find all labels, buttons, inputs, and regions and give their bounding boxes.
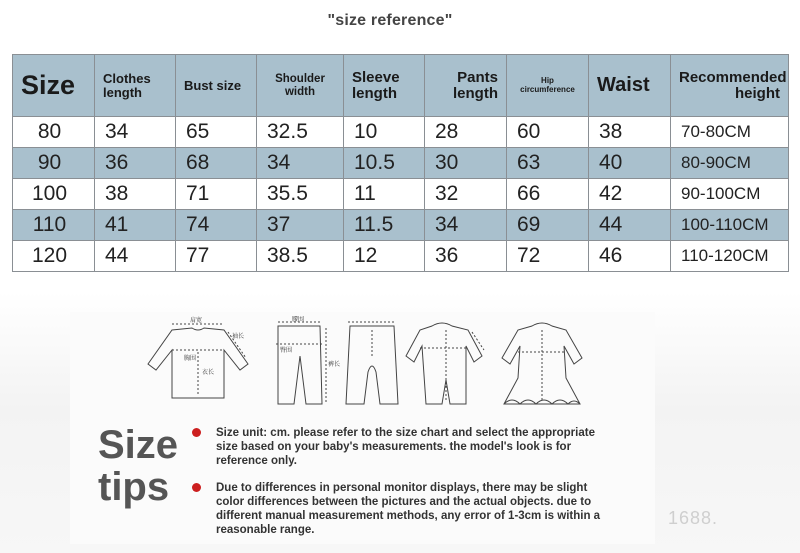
table-row <box>13 241 789 272</box>
page-title: "size reference" <box>327 12 453 29</box>
label-sleeve: 袖长 <box>232 333 245 340</box>
cell-waist: 42 <box>589 179 671 210</box>
garment-measurement-diagram <box>80 316 600 412</box>
label-length: 衣长 <box>202 369 215 376</box>
cell-sleeve: 11.5 <box>344 210 425 241</box>
table-row <box>13 210 789 241</box>
cell-pants: 32 <box>425 179 507 210</box>
table-row <box>13 179 789 210</box>
cell-pants: 30 <box>425 148 507 179</box>
header-shoulder-width: Shoulder width <box>257 55 344 117</box>
header-clothes-length: Clothes length <box>95 55 176 117</box>
header-hip-circumference: Hip circumference <box>507 55 589 117</box>
cell-bust: 65 <box>176 117 257 148</box>
cell-size: 80 <box>13 117 95 148</box>
cell-size: 90 <box>13 148 95 179</box>
cell-size: 100 <box>13 179 95 210</box>
cell-clothes-length: 38 <box>95 179 176 210</box>
header-waist: Waist <box>589 55 671 117</box>
cell-height: 90-100CM <box>671 179 789 210</box>
size-chart-table <box>12 54 789 272</box>
cell-height: 100-110CM <box>671 210 789 241</box>
table-row <box>13 148 789 179</box>
cell-clothes-length: 44 <box>95 241 176 272</box>
tip-text: Due to differences in personal monitor displays, there may be slight color differences between the pictures and the actual objects. due to different manual measurement methods, any error of 1-3cm is within a reasonable range. <box>216 482 601 536</box>
header-pants-length: Pants length <box>425 55 507 117</box>
label-hip: 臀围 <box>280 347 293 354</box>
cell-hip: 69 <box>507 210 589 241</box>
cell-bust: 68 <box>176 148 257 179</box>
cell-waist: 46 <box>589 241 671 272</box>
table-row <box>13 117 789 148</box>
header-size: Size <box>13 55 95 117</box>
label-chest: 胸围 <box>184 355 197 362</box>
cell-height: 110-120CM <box>671 241 789 272</box>
label-waist: 腰围 <box>292 316 305 323</box>
cell-pants: 36 <box>425 241 507 272</box>
cell-shoulder: 38.5 <box>257 241 344 272</box>
header-sleeve-length: Sleeve length <box>344 55 425 117</box>
cell-hip: 63 <box>507 148 589 179</box>
tip-item <box>192 481 612 537</box>
cell-size: 120 <box>13 241 95 272</box>
cell-pants: 28 <box>425 117 507 148</box>
tip-item <box>192 426 612 468</box>
open-pants-diagram <box>346 322 398 404</box>
cell-sleeve: 10.5 <box>344 148 425 179</box>
cell-bust: 77 <box>176 241 257 272</box>
cell-height: 70-80CM <box>671 117 789 148</box>
size-tips-heading-line2: tips <box>98 465 170 509</box>
dress-diagram <box>502 323 582 404</box>
cell-waist: 40 <box>589 148 671 179</box>
pants-diagram <box>276 316 340 404</box>
cell-size: 110 <box>13 210 95 241</box>
watermark: 1688. <box>668 508 719 528</box>
cell-shoulder: 34 <box>257 148 344 179</box>
cell-bust: 74 <box>176 210 257 241</box>
tip-text: Size unit: cm. please refer to the size chart and select the appropriate size based on your baby's measurements. the model's look is for reference only. <box>216 427 595 467</box>
header-recommended-height: Recommended height <box>671 55 789 117</box>
cell-waist: 44 <box>589 210 671 241</box>
cell-sleeve: 10 <box>344 117 425 148</box>
cell-shoulder: 32.5 <box>257 117 344 148</box>
size-tips-heading <box>98 424 188 508</box>
cell-shoulder: 35.5 <box>257 179 344 210</box>
cell-shoulder: 37 <box>257 210 344 241</box>
cell-clothes-length: 34 <box>95 117 176 148</box>
cell-sleeve: 12 <box>344 241 425 272</box>
cell-pants: 34 <box>425 210 507 241</box>
size-tips-heading-line1: Size <box>98 423 179 467</box>
romper-diagram <box>406 323 484 404</box>
table-header-row <box>13 55 789 117</box>
cell-waist: 38 <box>589 117 671 148</box>
label-shoulder: 肩宽 <box>190 317 203 324</box>
bullet-icon <box>192 483 201 492</box>
cell-hip: 66 <box>507 179 589 210</box>
cell-sleeve: 11 <box>344 179 425 210</box>
cell-clothes-length: 41 <box>95 210 176 241</box>
cell-height: 80-90CM <box>671 148 789 179</box>
cell-bust: 71 <box>176 179 257 210</box>
shirt-diagram <box>148 316 248 398</box>
cell-clothes-length: 36 <box>95 148 176 179</box>
header-bust-size: Bust size <box>176 55 257 117</box>
label-pants-length: 裤长 <box>328 361 341 368</box>
cell-hip: 60 <box>507 117 589 148</box>
cell-hip: 72 <box>507 241 589 272</box>
bullet-icon <box>192 428 201 437</box>
